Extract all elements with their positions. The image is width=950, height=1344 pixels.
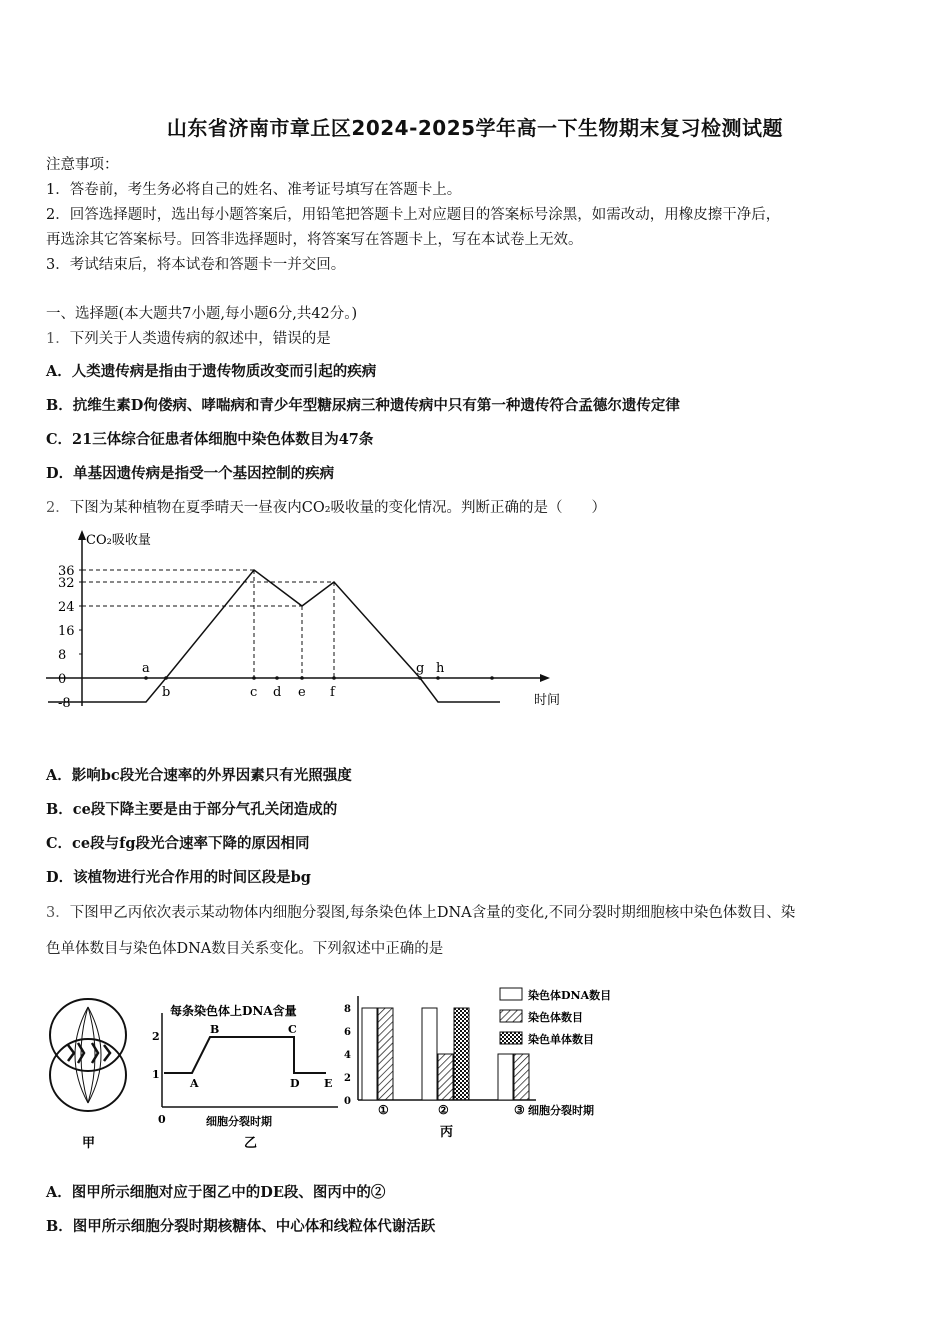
- co2-point-label-b: b: [162, 685, 171, 700]
- co2-point-g: [418, 676, 422, 680]
- question-3-number: 3．: [46, 905, 70, 921]
- figure-jia-label: 甲: [82, 1136, 96, 1151]
- q2-option-a: A．影响bc段光合速率的外界因素只有光照强度: [46, 767, 352, 784]
- bing-ytick-1: 2: [344, 1073, 351, 1084]
- bing-bar-1-2: [514, 1054, 529, 1100]
- co2-ytick-label-4: 24: [58, 600, 75, 615]
- bing-ytick-2: 4: [344, 1050, 351, 1061]
- notice-item-3: 3．考试结束后，将本试卷和答题卡一并交回。: [46, 257, 346, 273]
- q1-option-a: A．人类遗传病是指由于遗传物质改变而引起的疾病: [46, 363, 377, 380]
- bing-legend-label-2: 染色单体数目: [528, 1033, 594, 1046]
- bing-bar-1-1: [438, 1054, 453, 1100]
- co2-point-label-h: h: [436, 661, 445, 676]
- co2-point-b: [164, 676, 168, 680]
- bing-legend-label-0: 染色体DNA数目: [528, 989, 612, 1002]
- co2-point-f: [332, 676, 336, 680]
- yi-ylabel: 每条染色体上DNA含量: [170, 1004, 297, 1018]
- question-3-stem-1: 下图甲乙丙依次表示某动物体内细胞分裂图,每条染色体上DNA含量的变化,不同分裂时期细胞核中染色体数目、染: [69, 905, 796, 921]
- co2-ytick-label-6: 36: [58, 564, 75, 579]
- co2-point-d: [275, 676, 279, 680]
- co2-point-label-d: d: [273, 685, 282, 700]
- bing-bar-0-0: [362, 1008, 377, 1100]
- bing-bar-0-1: [422, 1008, 437, 1100]
- cell-division-figure-jia: [44, 995, 134, 1160]
- figure-yi-label: 乙: [244, 1136, 258, 1151]
- yi-tick-2: 2: [152, 1030, 160, 1043]
- co2-point-label-a: a: [142, 661, 150, 676]
- bing-legend-label-1: 染色体数目: [528, 1011, 583, 1024]
- yi-point-c: C: [288, 1023, 297, 1036]
- notice-item-2: 2．回答选择题时，选出每小题答案后，用铅笔把答题卡上对应题目的答案标号涂黑，如需改动，用橡皮擦干净后，: [46, 207, 781, 223]
- yi-point-b: B: [210, 1023, 220, 1036]
- bing-bar-2-1: [454, 1008, 469, 1100]
- co2-point-c: [252, 676, 256, 680]
- q1-option-b: B．抗维生素D佝偻病、哮喘病和青少年型糖尿病三种遗传病中只有第一种遗传符合孟德尔遗传定律: [46, 397, 680, 414]
- notice-item-1: 1．答卷前，考生务必将自己的姓名、准考证号填写在答题卡上。: [46, 182, 462, 198]
- co2-point-label-f: f: [330, 685, 335, 700]
- question-3-stem-2: 色单体数目与染色体DNA数目关系变化。下列叙述中正确的是: [46, 941, 444, 957]
- page-title: 山东省济南市章丘区2024-2025学年高一下生物期末复习检测试题: [166, 116, 784, 140]
- yi-tick-1: 1: [152, 1068, 160, 1081]
- co2-point-label-e: e: [298, 685, 306, 700]
- cell-outline-upper: [50, 999, 126, 1071]
- co2-ylabel: CO₂吸收量: [86, 533, 151, 548]
- chromosomes: [68, 1043, 110, 1063]
- bing-legend-swatch-0: [500, 988, 522, 1000]
- question-2-number: 2．: [46, 500, 70, 516]
- notice-item-2-cont: 再选涂其它答案标号。回答非选择题时，将答案写在答题卡上，写在本试卷上无效。: [46, 232, 583, 248]
- figure-bing-label: 丙: [440, 1125, 454, 1140]
- bing-bar-0-2: [498, 1054, 513, 1100]
- notice-header: 注意事项：: [46, 157, 119, 173]
- co2-point-h: [436, 676, 440, 680]
- bing-group-label-1: ②: [438, 1103, 449, 1117]
- bing-xlabel: 细胞分裂时期: [528, 1104, 594, 1117]
- q3-option-b: B．图甲所示细胞分裂时期核糖体、中心体和线粒体代谢活跃: [46, 1218, 436, 1235]
- co2-x-arrow: [540, 674, 550, 682]
- co2-ytick-label-1: 0: [58, 672, 67, 687]
- co2-series-line: [48, 570, 500, 702]
- bing-ytick-3: 6: [344, 1027, 351, 1038]
- q3-option-a: A．图甲所示细胞对应于图乙中的DE段、图丙中的②: [46, 1184, 386, 1201]
- co2-chart: [40, 522, 580, 722]
- question-1: [46, 327, 331, 348]
- question-2-stem: 下图为某种植物在夏季晴天一昼夜内CO₂吸收量的变化情况。判断正确的是（ ）: [69, 500, 607, 516]
- yi-point-a: A: [190, 1077, 199, 1090]
- chromosome-count-figure-bing: [340, 982, 640, 1142]
- co2-ytick-label-0: -8: [58, 696, 71, 711]
- bing-group-label-0: ①: [378, 1103, 389, 1117]
- question-3: [46, 901, 795, 922]
- yi-point-e: E: [324, 1077, 333, 1090]
- question-1-stem: 下列关于人类遗传病的叙述中，错误的是: [69, 331, 331, 347]
- co2-ytick-label-3: 16: [58, 624, 75, 639]
- co2-ytick-label-5: 32: [58, 576, 75, 591]
- co2-xlabel: 时间: [534, 693, 561, 708]
- co2-y-arrow: [78, 530, 86, 540]
- question-1-number: 1．: [46, 331, 70, 347]
- q1-option-d: D．单基因遗传病是指受一个基因控制的疾病: [46, 465, 335, 482]
- bing-ytick-0: 0: [344, 1096, 351, 1107]
- co2-point-a: [144, 676, 148, 680]
- yi-xlabel: 细胞分裂时期: [206, 1115, 272, 1128]
- bing-bar-1-0: [378, 1008, 393, 1100]
- yi-point-d: D: [290, 1077, 300, 1090]
- bing-legend-swatch-2: [500, 1032, 522, 1044]
- bing-legend-swatch-1: [500, 1010, 522, 1022]
- question-2: [46, 496, 606, 517]
- yi-dna-line: [164, 1037, 326, 1073]
- co2-point-e: [300, 676, 304, 680]
- cell-outline-lower: [50, 1039, 126, 1111]
- co2-point-label-g: g: [416, 661, 425, 676]
- co2-point-label-c: c: [250, 685, 258, 700]
- q2-option-c: C．ce段与fg段光合速率下降的原因相同: [46, 835, 310, 852]
- yi-tick-0: 0: [158, 1113, 166, 1126]
- q2-option-b: B．ce段下降主要是由于部分气孔关闭造成的: [46, 801, 338, 818]
- bing-group-label-2: ③: [514, 1103, 525, 1117]
- bing-ytick-4: 8: [344, 1004, 351, 1015]
- co2-point-extra: [490, 676, 494, 680]
- q2-option-d: D．该植物进行光合作用的时间区段是bg: [46, 869, 311, 886]
- dna-content-figure-yi: [148, 995, 348, 1160]
- q1-option-c: C．21三体综合征患者体细胞中染色体数目为47条: [46, 431, 374, 448]
- co2-ytick-label-2: 8: [58, 648, 67, 663]
- section-heading: 一、选择题(本大题共7小题,每小题6分,共42分。): [46, 306, 358, 322]
